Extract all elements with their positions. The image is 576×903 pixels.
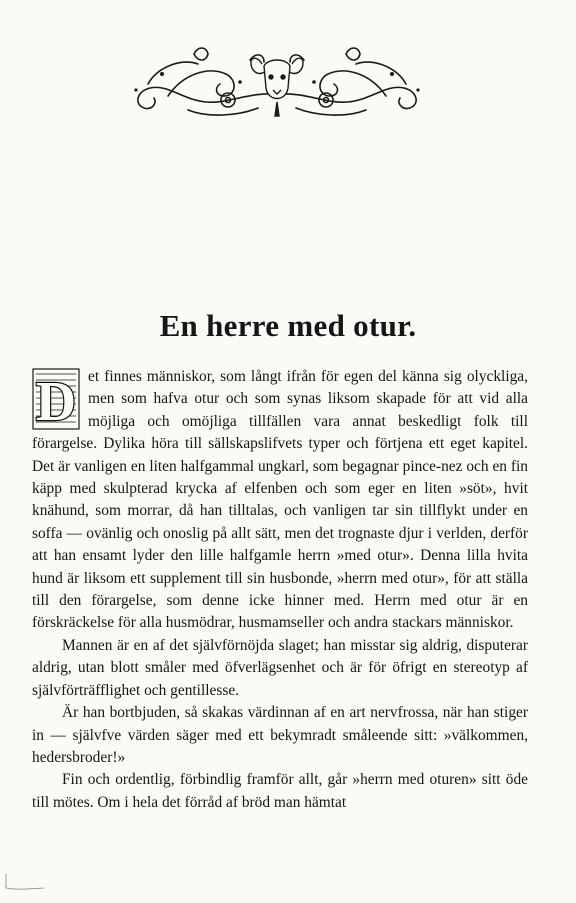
chapter-title: En herre med otur. (159, 308, 417, 343)
paragraph-2: Mannen är en af det självförnöjda slaget; han misstar sig aldrig, disputerar aldrig, utan blott småler med öfverlägsenhet och är för öfrigt en stereotyp af självförträfflighet och gentillesse. (32, 636, 528, 699)
ornamental-vignette-icon (128, 44, 426, 122)
dropcap-letter: D (35, 371, 77, 430)
dropcap-d-icon (32, 368, 80, 430)
paragraph-1 (32, 366, 528, 635)
paragraph-3: Är han bortbjuden, så skakas värdinnan af en art nervfrossa, när han stiger in — självfve värden säger med ett bekymradt småleende sitt: »välkommen, hedersbroder!» (32, 704, 528, 766)
body-text (32, 366, 528, 814)
paragraph-4: Fin och ordentlig, förbindlig framför allt, går »herrn med oturen» sitt öde till mötes. Om i hela det förråd af bröd man hämtat (32, 771, 528, 811)
page-edge-smudge-icon (4, 870, 64, 892)
paragraph-1-text: et finnes människor, som långt ifrån för egen del känna sig olyckliga, men som hafva otur och som synas liksom skapade för att vid alla möjliga och omöjliga tillfällen vara annat beskedligt folk till förargelse. Dylika höra till sällskapslifvets typer och förtjena ett eget kapitel. Det är vanligen en liten halfgammal ungkarl, som begagnar pince-nez och en fin käpp med skulpterad krycka af elfenben och som eger en liten »söt», hvit knähund, som morrar, då han tilltalas, och vanligen tar sin tillflykt under en soffa — ovänlig och onoslig på allt sätt, men det trognaste djur i verlden, derför att han ensamt lyder den lille halfgamle herrn »med otur». Denna lilla hvita hund är liksom ett supplement till sin husbonde, »herrn med otur», för att ställa till den förargelse, som denne icke hinner med. Herrn med otur är en förskräckelse för alla husmödrar, husmamseller och andra stackars människor. (32, 368, 528, 632)
